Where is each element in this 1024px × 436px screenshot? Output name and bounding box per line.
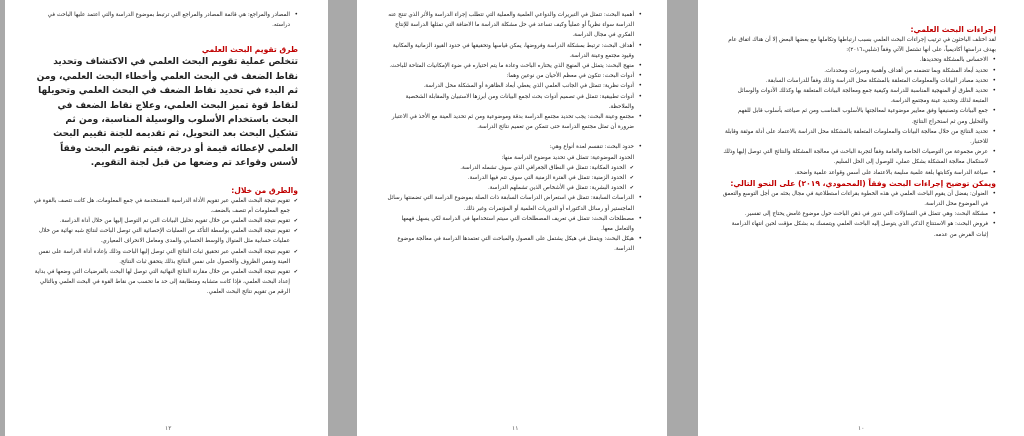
list-item: • مجتمع وعينة البحث: يجب تحديد مجتمع الدراسة بدقة وموضوعية ومن ثم تحديد العينة مع الأخذ في الاعتبار ضرورة أن تمثل مجتمع الدراسة حتى تتمكن من تعميم نتائج الدراسة. — [387, 112, 634, 132]
list-item: • الاحساس بالمشكلة وتحديدها. — [722, 55, 988, 65]
section-heading: طرق تقويم البحث العلمي — [201, 45, 298, 55]
list-item: ✔ تقويم نتيجة البحث العلمي من خلال تقويم تحليل البيانات التي تم التوصل إليها من خلال أداة الدراسة. — [33, 216, 290, 226]
list-item: • منهج البحث: يتمثل في المنهج الذي يختاره الباحث وعادة ما يتم اختياره في ضوء الإمكانيات المتاحة للباحث. — [387, 61, 634, 71]
list-item: • الدراسات السابقة: تتمثل في استعراض الدراسات السابقة ذات الصلة بموضوع الدراسة التي تضمنتها رسائل الماجستير أو رسائل الدكتوراه أو الدوريات العلمية أو المؤتمرات وغير ذلك. — [387, 193, 634, 213]
list-item: • فروض البحث: هو الاستنتاج الذكي الذي يتوصل إليه الباحث العلمي ويتمسك به بشكل مؤقت لحين انتهاء الدراسة إثبات الفرض من عدمه. — [722, 219, 988, 239]
list-item: • تحديد الطرق أو المنهجية المناسبة للدراسة وكيفية جمع ومعالجة البيانات المتعلقة بها وكذلك الأدوات والوسائل المتبعة لذلك وتحديد عينة ومجتمع الدراسة. — [722, 86, 988, 106]
bullet-list — [722, 55, 996, 177]
list-item: • تحديد أبعاد المشكلة وبما تتضمنه من أهداف وأهمية ومبررات ومحددات. — [722, 66, 988, 76]
page-number: ١١ — [512, 425, 519, 432]
list-item: • المصادر والمراجع: هي قائمة المصادر والمراجع التي ترتبط بموضوع الدراسة والتي اعتمد عليها الباحث في دراسته. — [33, 10, 290, 30]
list-item: • العنوان: يفضل أن يقوم الباحث العلمي في هذه الخطوة بقراءات استطلاعية في مجال بحثه من أجل التوسع والتعمق في الموضوع محل الدراسة. — [722, 189, 988, 209]
document-page-12 — [5, 0, 328, 436]
page-number: ١٠ — [858, 425, 865, 432]
list-item: ✔ الحدود البشرية: تتمثل في الأشخاص الذين تشملهم الدراسة. — [387, 183, 626, 193]
list-item: • أهمية البحث: تتمثل في التبريرات والدواعي العلمية والعملية التي تتطلب إجراء الدراسة والأثر الذي تنتج عنه الدراسة سواء نظرياً أو عملياً وكيف تساعد في حل مشكلة الدراسة ما الاضافة التي تمثلها الدراسة للإنتاج الفكري في مجال الدراسة. — [387, 10, 634, 41]
intro-paragraph: لقد اختلف الباحثون في ترتيب إجراءات البحث العلمي بسبب ارتباطها وتكاملها مع بعضها البعض إلا أن هناك اتفاق عام بهدف دراستها أكاديمياً، على أنها تشتمل الآتي وفقاً (شلبي،٢٠١٦): — [728, 37, 996, 54]
check-list — [387, 163, 642, 194]
sub-heading: الحدود الموضوعية: تتمثل في تحديد موضوع الدراسة منها: — [501, 154, 634, 161]
list-item: • أدوات تطبيقية: تتمثل في تصميم أدوات بحث لجمع البيانات ومن أبرزها الاستبيان والمقابلة الشخصية والملاحظة. — [387, 92, 634, 112]
check-list — [33, 196, 298, 298]
list-item: • صياغة الدراسة وكتابتها بلغة علمية سليمة بالاعتماد على أسس وقواعد علمية واضحة. — [722, 168, 988, 178]
list-item: • مصطلحات البحث: تتمثل في تعريف المصطلحات التي سيتم استخدامها في الدراسة لكي يسهل فهمها والتعامل معها. — [387, 214, 634, 234]
bullet-list — [387, 10, 642, 132]
list-item: • أهداف البحث: ترتبط بمشكلة الدراسة وفروضها، يمكن قياسها وتحقيقها في حدود القيود الزمانية والمكانية وقيود مجتمع وعينة الدراسة. — [387, 41, 634, 61]
top-list — [33, 10, 298, 30]
bold-paragraph: تتخلص عملية تقويم البحث العلمي في الاكتشاف وتحديد نقاط الضعف في البحث العلمي وأخطاء البحث العلمي، ومن ثم البدء في تحديد نقاط الضعف في البحث العلمي وتحويلها لنقاط قوة تميز البحث العلمي، وعلاج نقاط الضعف في البحث باستخدام الأسلوب والوسيلة المناسبة، ومن ثم تشكيل البحث بعد التحويل، ثم تقديمه للجنة تقييم البحث العلمي لإعطائه قيمة أو درجة، فيتم تقويم البحث وفقاً لأسس وقواعد تم وضعها من قبل لجنة التقويم. — [36, 57, 298, 169]
page-number: ١٢ — [165, 425, 172, 432]
list-item: • جمع البيانات وتصنيفها وفق معايير موضوعية لمعالجتها بالأسلوب المناسب ومن ثم صياغته بأسلوب قابل للفهم والتحليل ومن ثم استخراج النتائج. — [722, 106, 988, 126]
section-heading: والطرق من خلال: — [231, 185, 298, 195]
bullet-list — [387, 193, 642, 254]
list-item: ✔ تقويم نتيجة البحث العلمي من خلال مقارنة النتائج النهائية التي توصل لها البحث بالفرضيات التي وضعها في بداية إعداد البحث العلمي، فإذا كانت متشابه ومتطابقة إلى حد ما تحسب من نقاط القوة في البحث العلمي وبالتالي الرقم من تقويم نتائج البحث العلمي. — [33, 267, 290, 298]
section-heading: ويمكن توضيح إجراءات البحث وفقاً (المحمودي، ٢٠١٩) على النحو التالي: — [730, 178, 996, 188]
list-item: • حدود البحث: تنقسم لعدة أنواع وهي: — [387, 142, 634, 152]
list-item: ✔ تقويم نتيجة البحث العلمي عبر تقويم الأداة الدراسية المستخدمة في جمع المعلومات، هل كانت تتصف بالقوة في جمع المعلومات أم تتصف بالضعف. — [33, 196, 290, 216]
list-item: • تحديد النتائج من خلال معالجة البيانات والمعلومات المتعلقة بالمشكلة محل الدراسة بالاعتماد على أدلة موثقة وقابلة للاختبار. — [722, 127, 988, 147]
list-item: • تحديد مصادر البيانات والمعلومات المتعلقة بالمشكلة محل الدراسة وذلك وفقاً للدراسات السابقة. — [722, 76, 988, 86]
document-page-10 — [698, 0, 1024, 436]
section-heading: إجراءات البحث العلمي: — [910, 25, 996, 34]
bullet-list — [722, 189, 996, 240]
list-item: • أدوات البحث: تتكون في معظم الأحيان من نوعين وهما: — [387, 71, 634, 81]
list-item: ✔ تقويم نتيجة البحث العلمي بواسطة التأكد من العمليات الإحصائية التي توصل الباحث لنتائج شبه نهائية من خلال عمليات حسابية مثل المنوال والوسط الحسابي والمدى ومعامل الانحراف المعياري. — [33, 226, 290, 246]
list-item: ✔ الحدود المكانية: تتمثل في النطاق الجغرافي الذي سوف تشمله الدراسة. — [387, 163, 626, 173]
list-item: • هيكل البحث: ويتمثل في هيكل يشتمل على الفصول والمباحث التي تعتمدها الدراسة في معالجة موضوع الدراسة. — [387, 234, 634, 254]
bullet-list — [387, 142, 642, 152]
list-item: ✔ الحدود الزمنية: تتمثل في الفترة الزمنية التي سوف تتم فيها الدراسة. — [387, 173, 626, 183]
list-item: ✔ تقويم نتيجة البحث العلمي عبر تحقيق ثبات النتائج التي توصل إليها الباحث وذلك بإعادة أداة الدراسة على نفس العينة ونفس الظروف والحصول على نفس النتائج بذلك يتحقق ثبات النتائج. — [33, 247, 290, 267]
list-item: • عرض مجموعة من التوصيات الخاصة والعامة وفقاً لتجربة الباحث في معالجة المشكلة والنتائج التي توصل إليها وذلك لاستكمال معالجة المشكلة بشكل عملي، للوصول إلى الحل السليم. — [722, 147, 988, 167]
document-page-11 — [357, 0, 667, 436]
list-item: • أدوات نظرية: تتمثل في الجانب العلمي الذي يغطي أبعاد الظاهرة أو المشكلة محل الدراسة. — [387, 81, 634, 91]
list-item: • مشكلة البحث: وهي تتمثل في التساؤلات التي تدور في ذهن الباحث حول موضوع غامض يحتاج إلى تفسير. — [722, 209, 988, 219]
